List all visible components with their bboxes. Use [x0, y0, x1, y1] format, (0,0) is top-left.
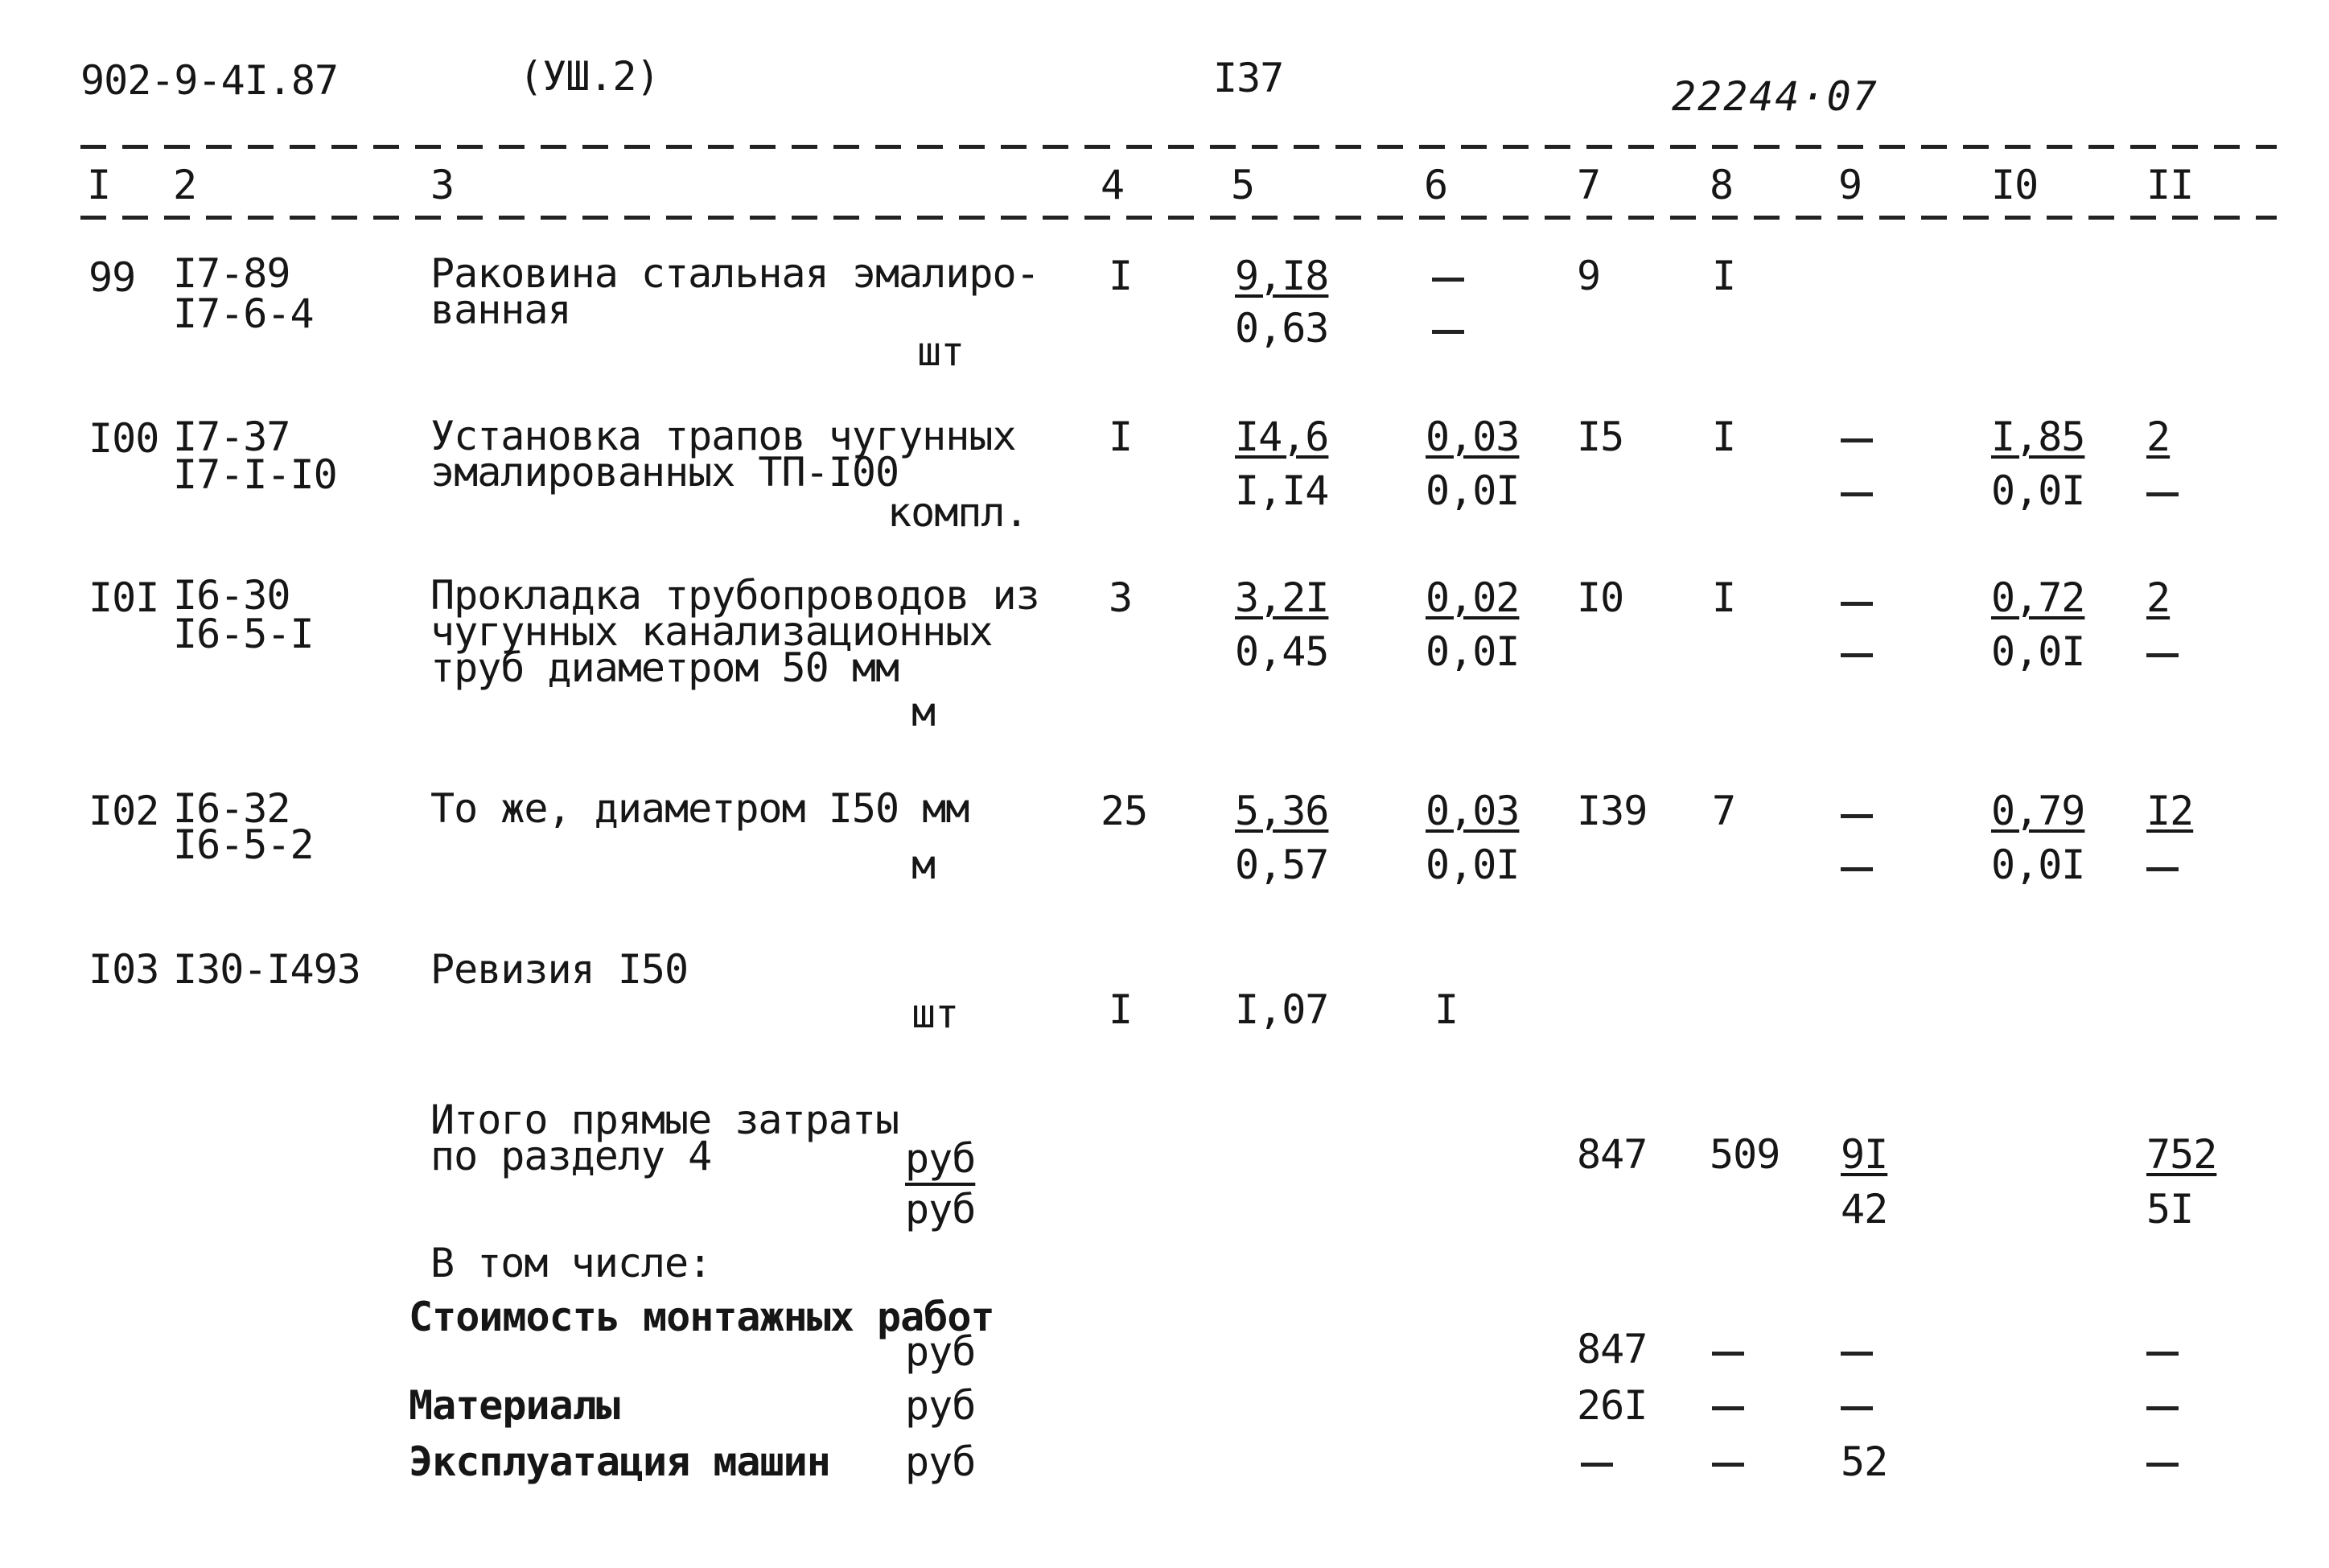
- totals-labor: 752: [2146, 1131, 2217, 1178]
- row-number: I0I: [88, 574, 159, 621]
- total-cost: 9: [1577, 253, 1601, 299]
- norm-code: I6-5-2: [173, 821, 314, 868]
- wages-total: I: [1712, 574, 1736, 621]
- labor-total: I2: [2146, 788, 2194, 834]
- work-name: Установка трапов чугунных эмалированных ТП-I00: [430, 413, 1016, 496]
- column-header-3: 3: [430, 162, 455, 208]
- totals-labor-2: 5I: [2146, 1186, 2194, 1233]
- column-header-2: 2: [173, 162, 197, 208]
- including-label: В том числе:: [430, 1240, 712, 1286]
- norm-code: I6-5-I: [173, 611, 314, 657]
- breakdown-name: Стоимость монтажных работ: [409, 1294, 994, 1340]
- column-header-6: 6: [1424, 162, 1448, 208]
- machine-cost: 0,03: [1426, 788, 1520, 834]
- dash-c9b: [1841, 867, 1873, 871]
- dash: [1841, 1352, 1873, 1356]
- dash-c11b: [2146, 867, 2179, 871]
- price-code: I6-30: [173, 572, 290, 619]
- labor-cost-machine: 0,0I: [1991, 628, 2085, 675]
- totals-machine: 9I: [1841, 1131, 1888, 1178]
- norm-code: I7-6-4: [173, 290, 314, 337]
- work-name: Прокладка трубопроводов из чугунных канализационных труб диаметром 50 мм: [430, 572, 1039, 691]
- page-number: I37: [1213, 55, 1284, 101]
- unit-cost: I4,6: [1235, 414, 1329, 460]
- machine-cost-wages: 0,0I: [1426, 467, 1520, 514]
- total-cost: I5: [1577, 414, 1624, 460]
- unit: м: [911, 842, 936, 888]
- totals-total-cost: 847: [1577, 1131, 1648, 1178]
- labor-cost: I,85: [1991, 414, 2085, 460]
- header-bottom-rule: [80, 216, 2277, 220]
- totals-unit: руб: [905, 1135, 976, 1182]
- labor-total: 2: [2146, 414, 2171, 460]
- row-number: I03: [88, 946, 159, 993]
- dash-c11b: [2146, 653, 2179, 657]
- column-header-10: I0: [1991, 162, 2039, 208]
- column-header-1: I: [87, 162, 111, 208]
- machine-cost: 0,02: [1426, 574, 1520, 621]
- work-name: Ревизия I50: [430, 946, 689, 993]
- work-name: Раковина стальная эмалиро- ванная: [430, 250, 1039, 333]
- wages-total: 7: [1712, 788, 1736, 834]
- column-header-7: 7: [1577, 162, 1601, 208]
- inventory-stamp: 22244·07: [1672, 73, 1878, 120]
- totals-machine-wages: 42: [1841, 1186, 1888, 1233]
- row-number: I00: [88, 415, 159, 462]
- row-number: I02: [88, 788, 159, 834]
- wages-total: I: [1712, 253, 1736, 299]
- totals-wages: 509: [1710, 1131, 1780, 1178]
- machine-cost-wages: 0,0I: [1426, 628, 1520, 675]
- labor-cost: 0,79: [1991, 788, 2085, 834]
- unit-cost: 5,36: [1235, 788, 1329, 834]
- dash-c6b: [1432, 330, 1464, 334]
- breakdown-total-cost: 26I: [1577, 1382, 1648, 1429]
- dash: [1712, 1463, 1744, 1467]
- dash-c9: [1841, 438, 1873, 442]
- dash-c9: [1841, 602, 1873, 606]
- dash: [2146, 1406, 2179, 1410]
- breakdown-unit: руб: [905, 1328, 976, 1375]
- price-code: I6-32: [173, 785, 290, 832]
- dash-c9b: [1841, 492, 1873, 496]
- quantity: 25: [1101, 788, 1148, 834]
- dash: [2146, 1352, 2179, 1356]
- unit-cost: I,07: [1235, 986, 1329, 1033]
- labor-cost-machine: 0,0I: [1991, 842, 2085, 888]
- header-top-rule: [80, 145, 2277, 149]
- quantity: I: [1109, 414, 1133, 460]
- labor-total: 2: [2146, 574, 2171, 621]
- dash: [2146, 1463, 2179, 1467]
- unit-cost-wages: 0,63: [1235, 305, 1329, 352]
- column-header-11: II: [2146, 162, 2194, 208]
- breakdown-unit: руб: [905, 1438, 976, 1485]
- unit: шт: [917, 328, 965, 375]
- dash: [1581, 1463, 1613, 1467]
- breakdown-name: Эксплуатация машин: [409, 1438, 830, 1485]
- row-number: 99: [88, 254, 136, 301]
- section-code: (УШ.2): [519, 53, 660, 100]
- labor-cost: 0,72: [1991, 574, 2085, 621]
- column-header-8: 8: [1710, 162, 1734, 208]
- document-code: 902-9-4I.87: [80, 57, 339, 104]
- dash: [1712, 1352, 1744, 1356]
- breakdown-unit: руб: [905, 1382, 976, 1429]
- price-code: I30-I493: [173, 946, 360, 993]
- quantity: I: [1109, 253, 1133, 299]
- unit: м: [911, 689, 936, 735]
- unit-cost-wages: 0,57: [1235, 842, 1329, 888]
- breakdown-name: Материалы: [409, 1382, 619, 1429]
- column-header-9: 9: [1838, 162, 1862, 208]
- quantity: I: [1109, 986, 1133, 1033]
- dash: [1841, 1406, 1873, 1410]
- column-header-4: 4: [1101, 162, 1125, 208]
- dash-c6: [1432, 278, 1464, 282]
- column-header-5: 5: [1231, 162, 1255, 208]
- unit-cost-wages: I,I4: [1235, 467, 1329, 514]
- unit-cost: 3,2I: [1235, 574, 1329, 621]
- machine-cost-wages: 0,0I: [1426, 842, 1520, 888]
- totals-label: Итого прямые затраты по разделу 4: [430, 1097, 899, 1179]
- totals-unit-2: руб: [905, 1186, 976, 1233]
- breakdown-total-cost: 847: [1577, 1326, 1648, 1373]
- dash-c9b: [1841, 653, 1873, 657]
- breakdown-machine: 52: [1841, 1438, 1888, 1485]
- work-name: То же, диаметром I50 мм: [430, 785, 969, 832]
- unit: шт: [911, 990, 959, 1037]
- price-code: I7-89: [173, 250, 290, 297]
- labor-cost-machine: 0,0I: [1991, 467, 2085, 514]
- machine-cost: I: [1434, 986, 1459, 1033]
- quantity: 3: [1109, 574, 1133, 621]
- norm-code: I7-I-I0: [173, 451, 337, 498]
- dash: [1712, 1406, 1744, 1410]
- wages-total: I: [1712, 414, 1736, 460]
- machine-cost: 0,03: [1426, 414, 1520, 460]
- dash-c9: [1841, 814, 1873, 818]
- unit-cost: 9,I8: [1235, 253, 1329, 299]
- total-cost: I39: [1577, 788, 1648, 834]
- total-cost: I0: [1577, 574, 1624, 621]
- unit-cost-wages: 0,45: [1235, 628, 1329, 675]
- price-code: I7-37: [173, 414, 290, 460]
- unit: компл.: [887, 489, 1028, 536]
- dash-c11b: [2146, 492, 2179, 496]
